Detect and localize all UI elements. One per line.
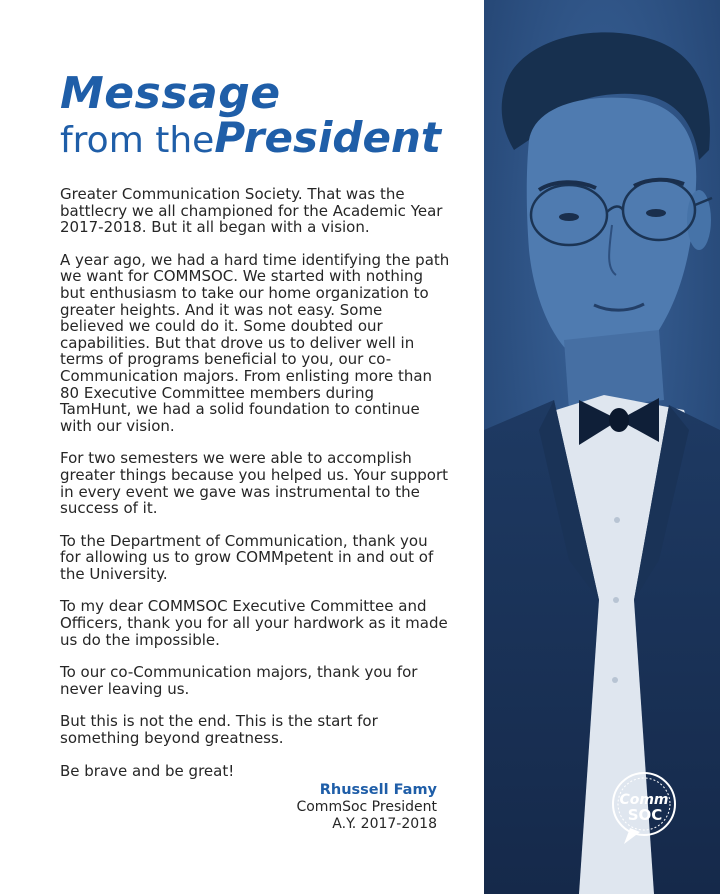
paragraph: Be brave and be great! xyxy=(60,761,235,780)
title-line2 xyxy=(60,113,441,168)
paragraph: To our co-Communication majors, thank you for never leaving us. xyxy=(60,663,418,698)
title-message: Message xyxy=(60,68,281,119)
paragraph: To the Department of Communication, thank you for allowing us to grow COMMpetent in and out of the University. xyxy=(60,531,434,583)
paragraph: For two semesters we were able to accomplish greater things because you helped us. Your support in every event we gave was instrumental to the success of it. xyxy=(60,449,449,518)
portrait-panel xyxy=(484,0,720,894)
logo-text-comm: Comm xyxy=(619,792,669,808)
signature-block xyxy=(296,782,437,833)
signature-role: CommSoc President xyxy=(296,799,437,815)
title-from-the: from the xyxy=(60,120,215,161)
message-body xyxy=(60,186,450,795)
signature-name: Rhussell Famy xyxy=(319,782,437,798)
commsoc-logo xyxy=(608,770,680,850)
paragraph: To my dear COMMSOC Executive Committee and Officers, thank you for all your hardwork as it made us do the impossible. xyxy=(60,597,448,649)
signature-year: A.Y. 2017-2018 xyxy=(332,816,437,832)
logo-text-soc: SOC xyxy=(627,806,663,824)
paragraph: Greater Communication Society. That was the battlecry we all championed for the Academic Year 2017-2018. But it all began with a vision. xyxy=(60,185,443,237)
portrait-image xyxy=(484,0,720,894)
paragraph: But this is not the end. This is the start for something beyond greatness. xyxy=(60,712,378,748)
title-president: President xyxy=(214,113,441,162)
page-title xyxy=(60,68,441,168)
paragraph: A year ago, we had a hard time identifying the path we want for COMMSOC. We started with nothing but enthusiasm to take our home organization to greater heights. And it was not easy. Some believed we could do it. Some doubted our capabilities. But that drove us to deliver well in terms of programs beneficial to you, our co-Communication majors. From enlisting more than 80 Executive Committee members during TamHunt, we had a solid foundation to continue with our vision. xyxy=(60,250,450,435)
